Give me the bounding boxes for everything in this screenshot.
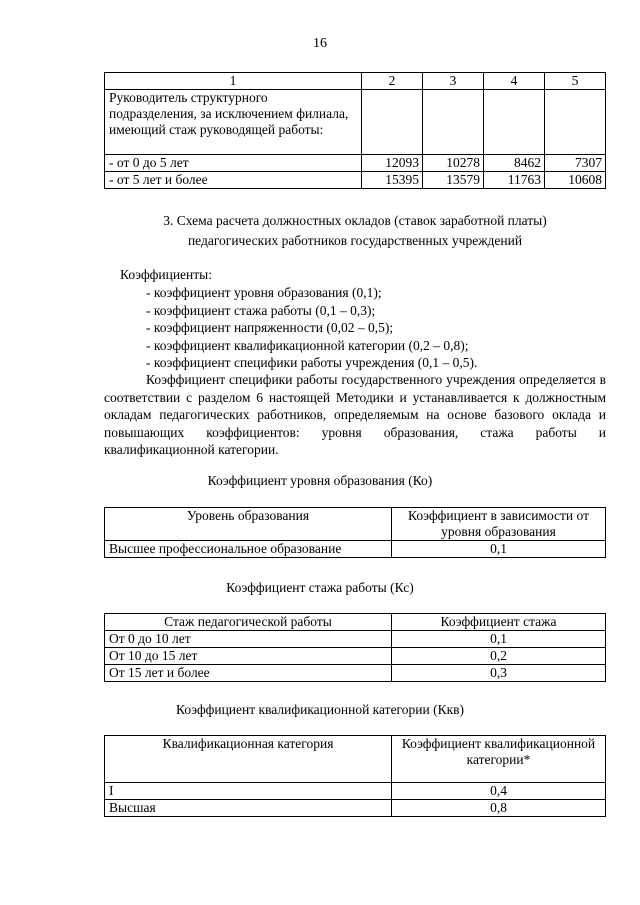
column-header: Коэффициент стажа: [392, 614, 606, 631]
table-caption: Коэффициент стажа работы (Кс): [226, 580, 414, 595]
list-item: - коэффициент напряженности (0,02 – 0,5);: [146, 320, 394, 335]
column-header: Уровень образования: [105, 508, 392, 541]
table-row: [105, 541, 606, 558]
table-cell: [545, 90, 606, 155]
row-label: От 10 до 15 лет: [105, 648, 392, 665]
group-label-cell: Руководитель структурного подразделения, за исключением филиала, имеющий стаж руководящей работы:: [105, 90, 362, 155]
coefficients-list: [146, 284, 477, 372]
row-label: Высшая: [105, 800, 392, 817]
list-item: - коэффициент квалификационной категории (0,2 – 0,8);: [146, 337, 469, 353]
table-row: [105, 800, 606, 817]
table-cell: 0,3: [392, 665, 606, 682]
column-header: 5: [545, 73, 606, 90]
education-table: [104, 507, 606, 558]
table-cell: 8462: [484, 155, 545, 172]
table-cell: 15395: [362, 172, 423, 189]
table-cell: 10278: [423, 155, 484, 172]
table-cell: 0,4: [392, 783, 606, 800]
page-number: 16: [313, 36, 327, 51]
list-item: - коэффициент стажа работы (0,1 – 0,3);: [146, 302, 376, 318]
table-caption: Коэффициент квалификационной категории (Ккв): [175, 702, 465, 717]
column-header: 3: [423, 73, 484, 90]
table-header-row: [105, 614, 606, 631]
column-header: 1: [105, 73, 362, 90]
table-row: [105, 631, 606, 648]
table-header-row: [105, 508, 606, 541]
table-cell: 0,8: [392, 800, 606, 817]
row-label: Высшее профессиональное образование: [105, 541, 392, 558]
coefficients-title: Коэффициенты:: [120, 267, 212, 282]
column-header: 2: [362, 73, 423, 90]
row-label: От 0 до 10 лет: [105, 631, 392, 648]
table-header-row: [105, 73, 606, 90]
table-row: [105, 665, 606, 682]
list-item: - коэффициент специфики работы учреждения (0,1 – 0,5).: [146, 355, 478, 370]
column-header: 4: [484, 73, 545, 90]
body-paragraph: Коэффициент специфики работы государственного учреждения определяется в соответствии с разделом 6 настоящей Методики и устанавливается к должностным окладам педагогических работников, определяемым на основе базового оклада и повышающих коэффициентов: уровня образования, стажа работы и квалификационной категории.: [104, 372, 606, 457]
column-header: Квалификационная категория: [105, 736, 392, 783]
table-cell: [484, 90, 545, 155]
table-row: [105, 90, 606, 155]
row-label: - от 0 до 5 лет: [105, 155, 362, 172]
row-label: - от 5 лет и более: [105, 172, 362, 189]
experience-table: [104, 613, 606, 682]
table-row: [105, 172, 606, 189]
table-cell: 11763: [484, 172, 545, 189]
qualification-table: [104, 735, 606, 817]
table-cell: 7307: [545, 155, 606, 172]
table-cell: 0,2: [392, 648, 606, 665]
section-heading-line: 3. Схема расчета должностных окладов (ставок заработной платы): [163, 213, 547, 228]
salary-table: [104, 72, 606, 189]
table-cell: 0,1: [392, 631, 606, 648]
table-cell: 0,1: [392, 541, 606, 558]
section-heading: [104, 211, 606, 251]
table-row: [105, 155, 606, 172]
table-cell: 12093: [362, 155, 423, 172]
table-row: [105, 648, 606, 665]
table-caption: Коэффициент уровня образования (Ко): [207, 473, 433, 488]
column-header: Коэффициент в зависимости от уровня образования: [392, 508, 606, 541]
column-header: Стаж педагогической работы: [105, 614, 392, 631]
table-cell: [362, 90, 423, 155]
column-header: Коэффициент квалификационной категории*: [392, 736, 606, 783]
table-header-row: [105, 736, 606, 783]
table-cell: 13579: [423, 172, 484, 189]
row-label: От 15 лет и более: [105, 665, 392, 682]
list-item: - коэффициент уровня образования (0,1);: [146, 285, 382, 300]
table-cell: 10608: [545, 172, 606, 189]
table-row: [105, 783, 606, 800]
section-heading-line: педагогических работников государственных учреждений: [187, 233, 523, 248]
table-cell: [423, 90, 484, 155]
row-label: I: [105, 783, 392, 800]
